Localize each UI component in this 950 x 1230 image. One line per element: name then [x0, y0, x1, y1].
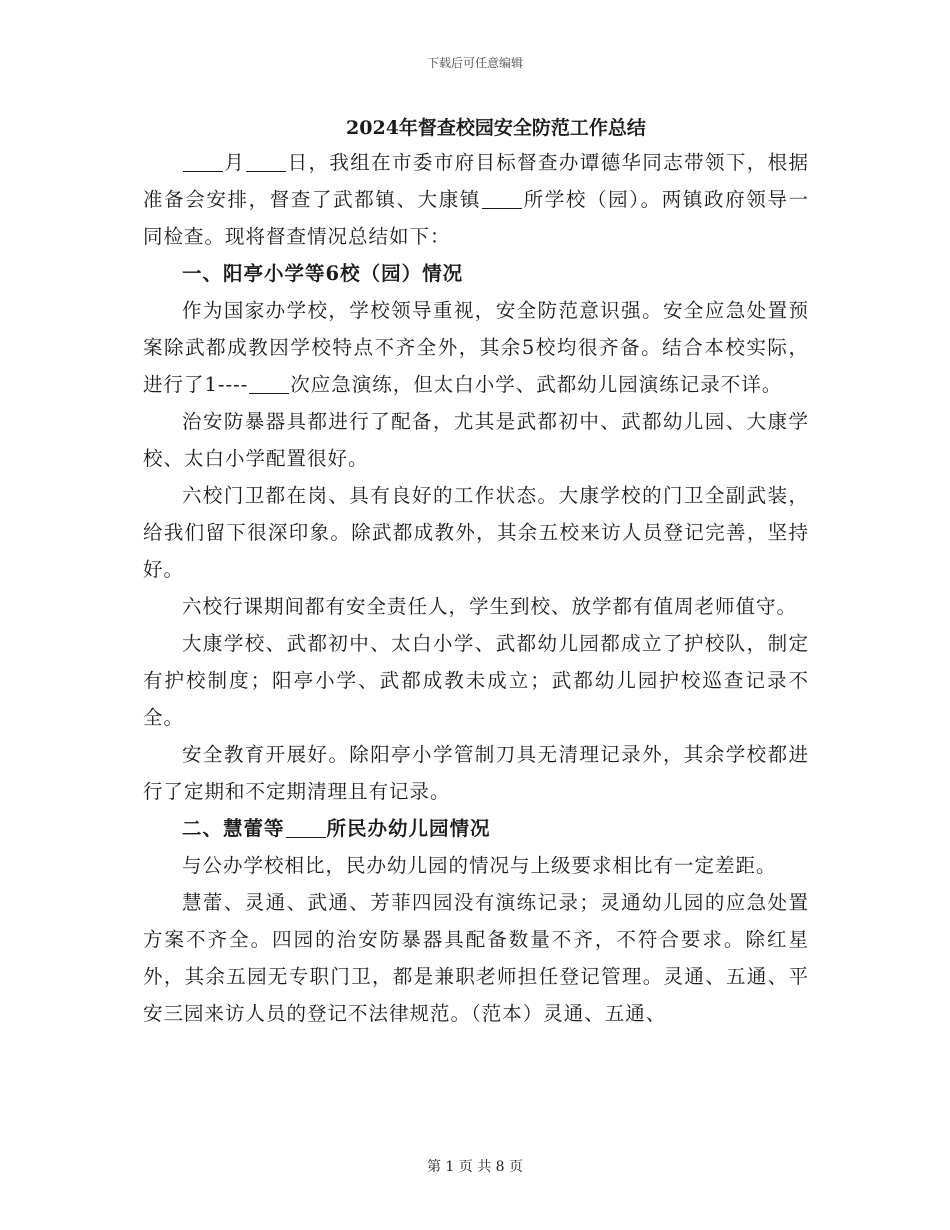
intro-text-end: 所学校（园）。两镇政府领导一同检查。现将督查情况总结如下： — [143, 188, 809, 248]
blank-line — [482, 189, 522, 210]
section1-paragraph-6: 安全教育开展好。除阳亭小学管制刀具无清理记录外，其余学校都进行了定期和不定期清理且有记录。 — [143, 743, 809, 803]
heading-text: 所民办幼儿园情况 — [326, 817, 491, 840]
section1-paragraph-3: 六校门卫都在岗、具有良好的工作状态。大康学校的门卫全副武装，给我们留下很深印象。除武都成教外，其余五校来访人员登记完善，坚持好。 — [143, 484, 809, 581]
paragraph-text: 次应急演练，但太白小学、武都幼儿园演练记录不详。 — [290, 373, 783, 396]
document-body — [143, 112, 809, 1032]
intro-text-month: 月 — [224, 151, 246, 174]
section-heading-2 — [143, 810, 809, 847]
section1-paragraph-1 — [143, 292, 809, 403]
paragraph-text: 作为国家办学校，学校领导重视，安全防范意识强。安全应急处置预案除武都成教因学校特点不齐全外，其余5校均很齐备。结合本校实际，进行了1---- — [143, 299, 809, 396]
section1-paragraph-4: 六校行课期间都有安全责任人，学生到校、放学都有值周老师值守。 — [182, 595, 798, 618]
page-footer: 第 1 页 共 8 页 — [426, 1159, 524, 1175]
blank-line — [249, 374, 289, 395]
heading-text: 二、慧蕾等 — [182, 817, 285, 840]
section2-paragraph-1: 与公办学校相比，民办幼儿园的情况与上级要求相比有一定差距。 — [182, 854, 777, 877]
blank-line — [286, 818, 326, 839]
section1-paragraph-5: 大康学校、武都初中、太白小学、武都幼儿园都成立了护校队，制定有护校制度；阳亭小学、武都成教未成立；武都幼儿园护校巡查记录不全。 — [143, 632, 809, 729]
section-heading-1: 一、阳亭小学等6校（园）情况 — [182, 262, 464, 285]
section2-paragraph-2: 慧蕾、灵通、武通、芳菲四园没有演练记录；灵通幼儿园的应急处置方案不齐全。四园的治安防暴器具配备数量不齐，不符合要求。除红星外，其余五园无专职门卫，都是兼职老师担任登记管理。灵通、五通、平安三园来访人员的登记不法律规范。（范本）灵通、五通、 — [143, 891, 809, 1025]
intro-text-main: 日，我组在市委市府目标督查办谭德华同志带领下，根据准备会安排，督查了武都镇、大康镇 — [143, 151, 809, 211]
blank-line — [183, 152, 223, 173]
document-title: 2024年督查校园安全防范工作总结 — [346, 117, 646, 139]
section1-paragraph-2: 治安防暴器具都进行了配备，尤其是武都初中、武都幼儿园、大康学校、太白小学配置很好。 — [143, 410, 809, 470]
blank-line — [246, 152, 286, 173]
header-note: 下载后可任意编辑 — [426, 56, 523, 70]
intro-paragraph — [143, 144, 809, 255]
